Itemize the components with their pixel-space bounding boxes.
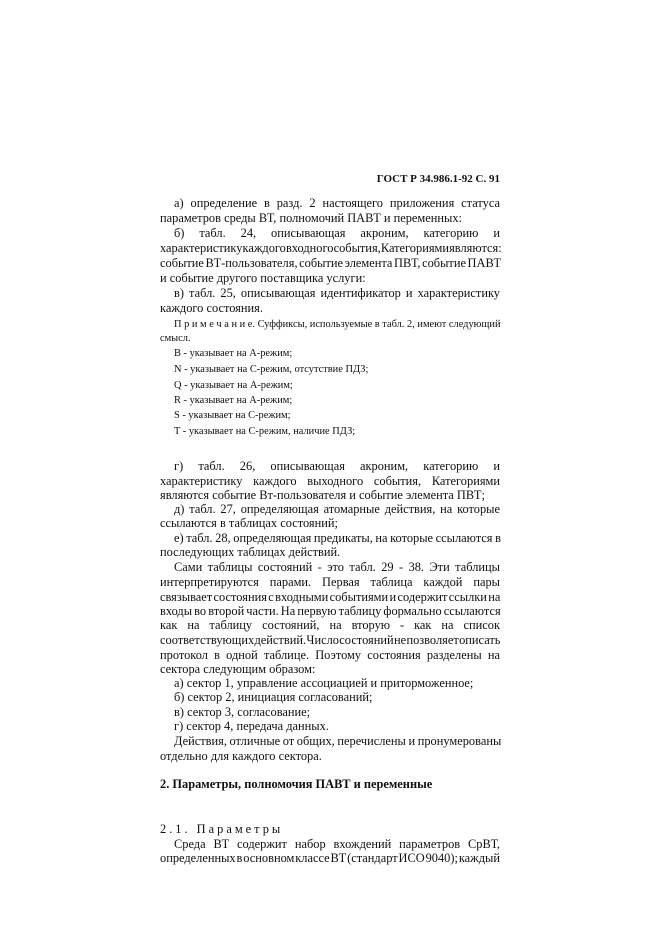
text-line: параметров среды ВТ, полномочий ПАВТ и переменных: bbox=[160, 211, 462, 225]
text-line: г) табл. 26, описывающая акроним, категорию и bbox=[174, 459, 500, 473]
text-line: последующих таблицах действий. bbox=[160, 545, 341, 559]
text-line: Сами таблицы состояний - это табл. 29 - 38. Эти таблицы bbox=[174, 560, 500, 574]
subsection-heading: 2.1. Параметры bbox=[160, 822, 284, 836]
text-line: соответствующих действий. Число состояний не позволяет описать bbox=[160, 633, 501, 647]
text-line: характеристику каждого входного события, Категориями являются: bbox=[160, 241, 502, 255]
text-line: являются событие Вт-пользователя и событие элемента ПВТ; bbox=[160, 488, 485, 502]
text-line: характеристику каждого выходного события, Категориями bbox=[160, 474, 500, 488]
text-line: входы во второй части. На первую таблицу формально ссылаются bbox=[160, 604, 501, 618]
text-line: в) сектор 3, согласование; bbox=[174, 705, 311, 719]
text-line: е) табл. 28, определяющая предикаты, на которые ссылаются в bbox=[174, 531, 501, 545]
text-line: связывает состояния с входными событиями и содержит ссылки на bbox=[160, 590, 501, 604]
text-line: каждого состояния. bbox=[160, 301, 263, 315]
text-line: ссылаются в таблицах состояний; bbox=[160, 516, 338, 530]
text-line: как на таблицу состояний, на вторую - как на список bbox=[160, 618, 500, 632]
text-line: протокол в одной таблице. Поэтому состояния разделены на bbox=[160, 648, 500, 662]
page-header: ГОСТ Р 34.986.1-92 С. 91 bbox=[376, 173, 500, 185]
section-heading: 2. Параметры, полномочия ПАВТ и переменные bbox=[160, 777, 433, 791]
text-line: а) сектор 1, управление ассоциацией и приторможенное; bbox=[174, 676, 474, 690]
text-line: д) табл. 27, определяющая атомарные действия, на которые bbox=[174, 502, 500, 516]
text-line: б) табл. 24, описывающая акроним, категорию и bbox=[174, 226, 500, 240]
text-line: отдельно для каждого сектора. bbox=[160, 749, 322, 763]
note-line: смысл. bbox=[160, 333, 191, 344]
text-line: интерпретируются парами. Первая таблица каждой пары bbox=[160, 575, 500, 589]
note-item: Q - указывает на А-режим; bbox=[174, 380, 293, 391]
text-line: и событие другого поставщика услуги: bbox=[160, 271, 366, 285]
text-line: Среда ВТ содержит набор вхождений параметров СрВТ, bbox=[174, 837, 500, 851]
text-line: событие ВТ-пользователя, событие элемента ПВТ, событие ПАВТ bbox=[160, 256, 502, 270]
note-item: B - указывает на А-режим; bbox=[174, 348, 293, 359]
text-line: а) определение в разд. 2 настоящего приложения статуса bbox=[174, 196, 500, 210]
note-item: T - указывает на С-режим, наличие ПДЗ; bbox=[174, 426, 356, 437]
note-item: S - указывает на С-режим; bbox=[174, 410, 291, 421]
text-line: Действия, отличные от общих, перечислены и пронумерованы bbox=[174, 734, 502, 748]
note-item: N - указывает на С-режим, отсутствие ПДЗ; bbox=[174, 364, 369, 375]
note-text: Суффиксы, используемые в табл. 2, имеют следующий bbox=[257, 319, 501, 330]
text-line: б) сектор 2, инициация согласований; bbox=[174, 690, 373, 704]
text-line: г) сектор 4, передача данных. bbox=[174, 719, 329, 733]
text-line: в) табл. 25, описывающая идентификатор и характеристику bbox=[174, 286, 500, 300]
note-item: R - указывает на А-режим; bbox=[174, 395, 293, 406]
text-line: определенных в основном классе ВТ (стандарт ИСО 9040); каждый bbox=[160, 851, 500, 865]
note-title: П р и м е ч а н и е. bbox=[174, 319, 255, 330]
text-line: сектора следующим образом: bbox=[160, 662, 316, 676]
note-line bbox=[174, 317, 500, 332]
